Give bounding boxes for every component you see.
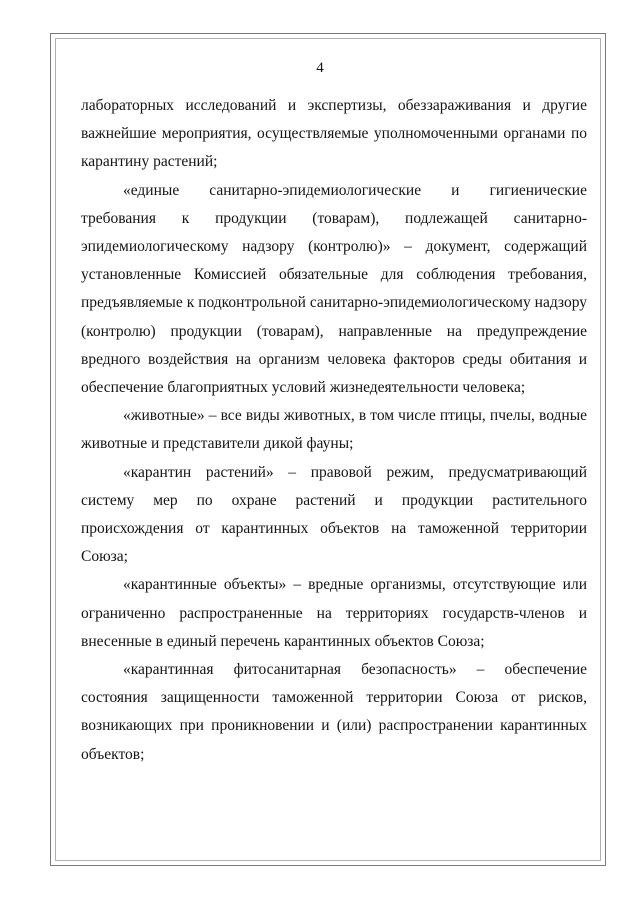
paragraph-definition-plant-quarantine: «карантин растений» – правовой режим, предусматривающий систему мер по охране растений и продукции растительного происхождения от карантинных объектов на таможенной территории Союза; <box>81 463 587 566</box>
paragraph-definition-quarantine-objects: «карантинные объекты» – вредные организмы, отсутствующие или ограниченно распространенные на территориях государств-членов и внесенные в единый перечень карантинных объектов Союза; <box>81 576 587 650</box>
paragraph-definition-phytosanitary-safety: «карантинная фитосанитарная безопасность» – обеспечение состояния защищенности таможенной территории Союза от рисков, возникающих при проникновении и (или) распространении карантинных объектов; <box>81 661 587 763</box>
paragraph-definition-animals: «животные» – все виды животных, в том числе птицы, пчелы, водные животные и представители дикой фауны; <box>81 407 587 453</box>
paragraph-definition-sanitary-requirements: «единые санитарно-эпидемиологические и гигиенические требования к продукции (товарам), подлежащей санитарно-эпидемиологическому надзору (контролю)» – документ, содержащий установленные Комиссией обязательные для соблюдения требования, предъявляемые к подконтрольной санитарно-эпидемиологическому надзору (контролю) продукции (товарам), направленные на предупреждение вредного воздействия на организм человека факторов среды обитания и обеспечение благоприятных условий жизнедеятельности человека; <box>81 181 587 397</box>
page-number: 4 <box>316 60 324 76</box>
paragraph-continuation: лабораторных исследований и экспертизы, обеззараживания и другие важнейшие мероприятия, осуществляемые уполномоченными органами по карантину растений; <box>81 97 587 171</box>
document-body <box>81 92 587 769</box>
